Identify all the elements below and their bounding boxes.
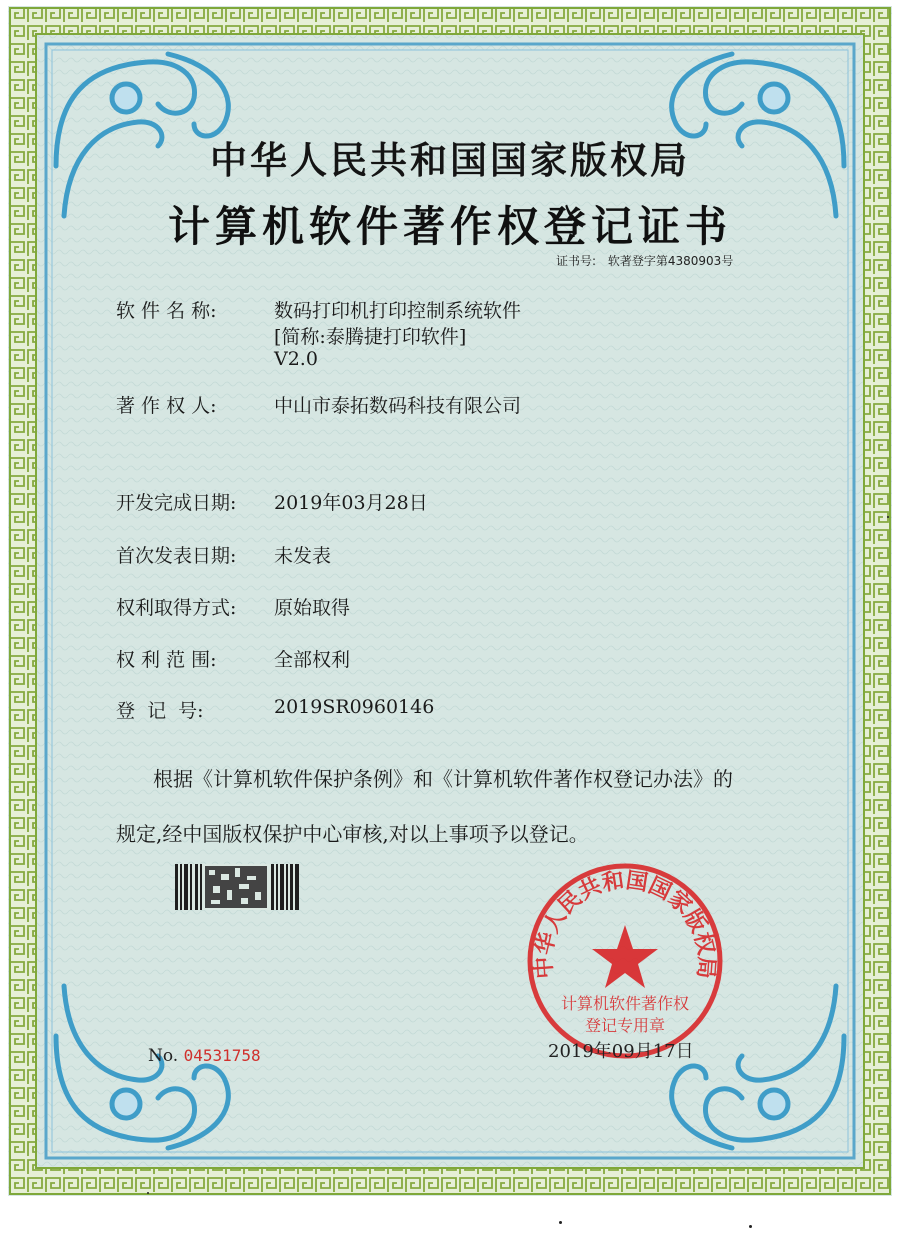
certificate-number [556,252,733,269]
field-label-rights-scope: 权 利 范 围: [116,649,217,671]
serial-number [148,1046,261,1066]
seal-inner-line-2: 登记专用章 [584,1016,666,1035]
scan-speck [147,1192,149,1194]
field-label-acquisition-method: 权利取得方式: [116,597,237,619]
seal-star-icon [592,925,658,988]
seal-ring-text: 中华人民共和国国家版权局 [531,868,719,980]
field-value-software-short-name: [简称:泰腾捷打印软件] [274,326,467,348]
field-value-rights-scope: 全部权利 [274,649,351,671]
field-label-software-name: 软 件 名 称: [116,300,217,322]
body-statement-line-2: 规定,经中国版权保护中心审核,对以上事项予以登记。 [116,822,589,846]
field-value-software-version: V2.0 [274,348,318,370]
barcode [175,864,299,910]
field-value-publication-date: 未发表 [274,545,332,567]
certificate-number-value: 软著登字第4380903号 [607,254,734,268]
scan-speck [559,1221,562,1224]
field-value-completion-date: 2019年03月28日 [274,492,428,514]
scan-speck [887,516,889,518]
scan-speck [749,1225,752,1228]
field-value-acquisition-method: 原始取得 [274,597,351,619]
field-value-copyright-owner: 中山市泰拓数码科技有限公司 [274,395,522,417]
field-label-completion-date: 开发完成日期: [116,492,237,514]
certificate-title: 计算机软件著作权登记证书 [167,202,732,251]
issue-date: 2019年09月17日 [548,1041,694,1062]
issuing-agency: 中华人民共和国国家版权局 [210,138,690,182]
serial-number-label: No. [148,1046,179,1066]
field-label-registration-number: 登 记 号: [116,700,204,722]
serial-number-value: 04531758 [183,1046,261,1065]
body-statement-line-1: 根据《计算机软件保护条例》和《计算机软件著作权登记办法》的 [153,767,733,791]
official-seal [525,861,725,1061]
seal-inner-line-1: 计算机软件著作权 [560,994,690,1013]
certificate-number-label: 证书号: [556,254,597,268]
certificate [8,6,892,1196]
field-value-registration-number: 2019SR0960146 [274,696,435,718]
field-label-copyright-owner: 著 作 权 人: [116,395,217,417]
field-value-software-name: 数码打印机打印控制系统软件 [274,300,522,322]
field-label-publication-date: 首次发表日期: [116,545,237,567]
